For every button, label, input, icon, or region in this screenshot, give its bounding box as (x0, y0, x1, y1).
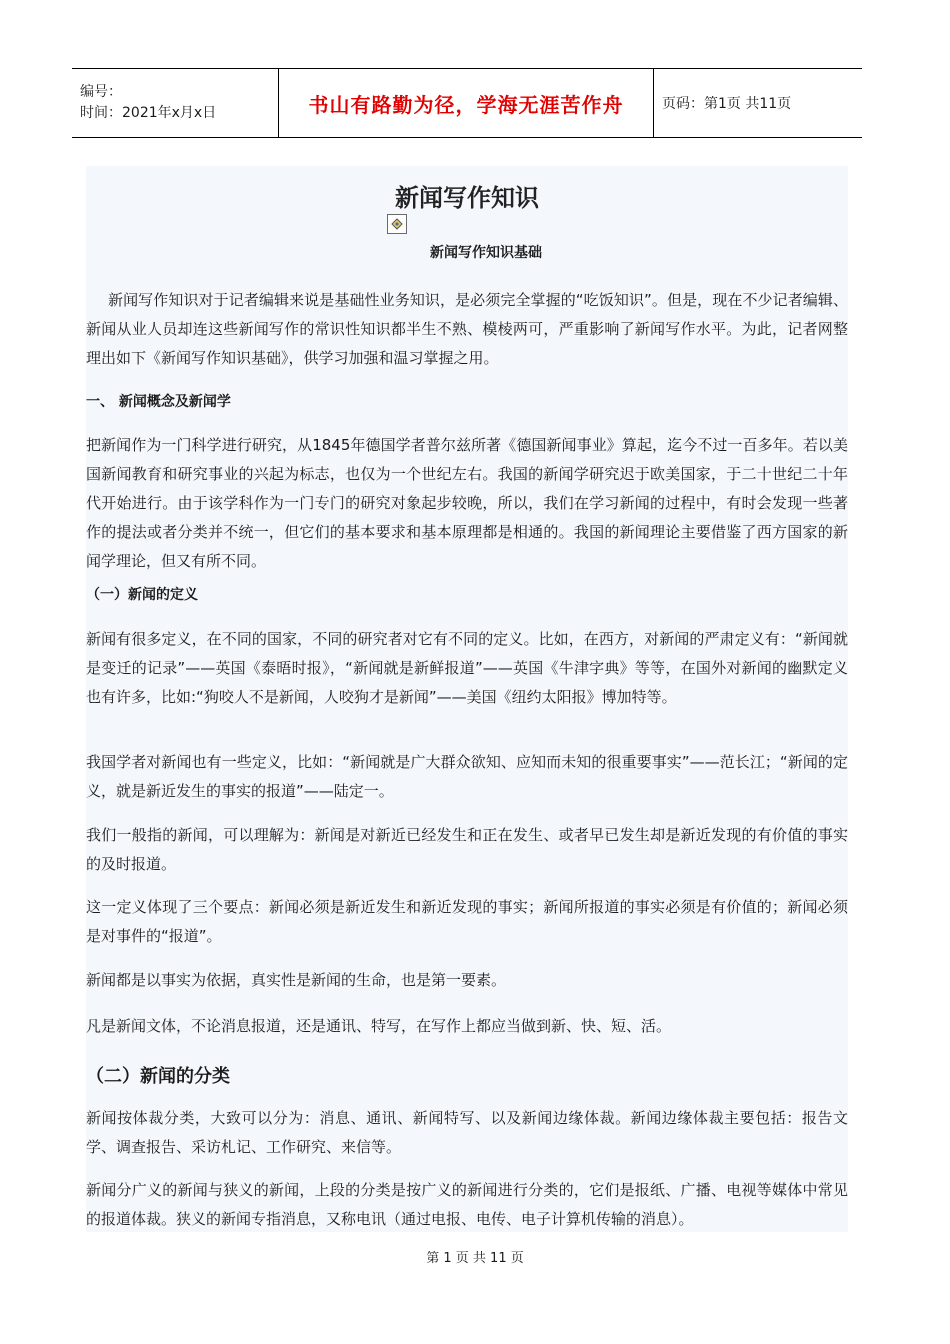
number-label: 编号： (80, 84, 122, 100)
paragraph-genres: 新闻按体裁分类，大致可以分为：消息、通讯、新闻特写、以及新闻边缘体裁。新闻边缘体裁主要包括：报告文学、调查报告、采访札记、工作研究、来信等。 (86, 1109, 848, 1156)
paragraph-broad-narrow: 新闻分广义的新闻与狭义的新闻，上段的分类是按广义的新闻进行分类的，它们是报纸、广播、电视等媒体中常见的报道体裁。狭义的新闻专指消息，又称电讯（通过电报、电传、电子计算机传输的消息）。 (86, 1181, 848, 1228)
section-heading-1: 一、 新闻概念及新闻学 (86, 394, 231, 410)
header-page-cell (654, 69, 862, 137)
document-body (86, 166, 848, 1232)
intro-paragraph: 新闻写作知识对于记者编辑来说是基础性业务知识，是必须完全掌握的“吃饭知识”。但是，现在不少记者编辑、新闻从业人员却连这些新闻写作的常识性知识都半生不熟、模棱两可，严重影响了新闻写作水平。为此，记者网整理出如下《新闻写作知识基础》，供学习加强和温习掌握之用。 (86, 291, 848, 367)
time-label: 时间：2021年x月x日 (80, 105, 217, 121)
paragraph-history: 把新闻作为一门科学进行研究，从1845年德国学者普尔兹所著《德国新闻事业》算起，迄今不过一百多年。若以美国新闻教育和研究事业的兴起为标志，也仅为一个世纪左右。我国的新闻学研究迟于欧美国家，于二十世纪二十年代开始进行。由于该学科作为一门专门的研究对象起步较晚，所以，我们在学习新闻的过程中，有时会发现一些著作的提法或者分类并不统一，但它们的基本要求和基本原理都是相通的。我国的新闻理论主要借鉴了西方国家的新闻学理论，但又有所不同。 (86, 436, 848, 570)
paragraph-chinese-definitions: 我国学者对新闻也有一些定义，比如：“新闻就是广大群众欲知、应知而未知的很重要事实”——范长江；“新闻的定义，就是新近发生的事实的报道”——陆定一。 (86, 753, 848, 800)
subsection-heading-definition: （一）新闻的定义 (86, 587, 198, 603)
page-header (72, 68, 862, 138)
paragraph-general-meaning: 我们一般指的新闻，可以理解为：新闻是对新近已经发生和正在发生、或者早已发生却是新近发现的有价值的事实的及时报道。 (86, 826, 848, 873)
header-motto-cell (279, 69, 654, 137)
subsection-heading-classification: （二）新闻的分类 (86, 1066, 230, 1087)
header-meta (72, 69, 279, 137)
paragraph-definitions: 新闻有很多定义，在不同的国家，不同的研究者对它有不同的定义。比如，在西方，对新闻的严肃定义有：“新闻就是变迁的记录”——英国《泰晤时报》，“新闻就是新鲜报道”——英国《牛津字典》等等，在国外对新闻的幽默定义也有许多，比如:“狗咬人不是新闻，人咬狗才是新闻”——美国《纽约太阳报》博加特等。 (86, 630, 848, 706)
paragraph-style: 凡是新闻文体，不论消息报道，还是通讯、特写，在写作上都应当做到新、快、短、活。 (86, 1017, 672, 1035)
page-label: 页码：第1页 共11页 (662, 96, 792, 112)
subtitle: 新闻写作知识基础 (430, 245, 542, 261)
motto: 书山有路勤为径，学海无涯苦作舟 (308, 92, 624, 117)
page-title: 新闻写作知识 (395, 184, 539, 212)
paragraph-key-points: 这一定义体现了三个要点：新闻必须是新近发生和新近发现的事实；新闻所报道的事实必须是有价值的；新闻必须是对事件的“报道”。 (86, 898, 848, 945)
embedded-object-icon (387, 214, 407, 234)
paragraph-truth: 新闻都是以事实为依据，真实性是新闻的生命，也是第一要素。 (86, 971, 507, 989)
page-footer: 第 1 页 共 11 页 (426, 1251, 524, 1266)
